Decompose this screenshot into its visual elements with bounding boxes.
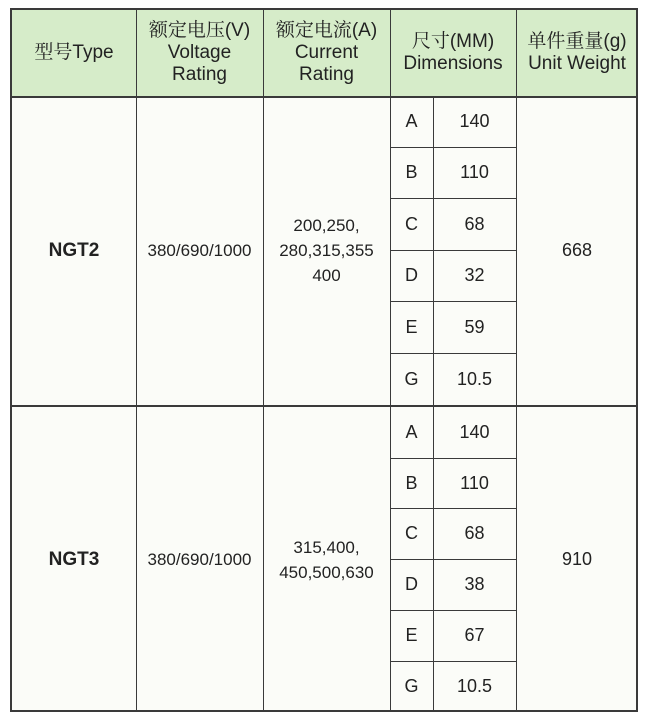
dimension-letter: D — [405, 265, 418, 285]
dimension-letter: B — [405, 162, 418, 182]
header-voltage — [136, 10, 263, 96]
row-ngt3-type: NGT3 — [48, 548, 100, 570]
dimension-letter: G — [404, 368, 419, 389]
row-ngt2-weight: 668 — [561, 240, 593, 260]
dimension-letter: C — [405, 213, 418, 234]
header-dimensions-en: Dimensions — [403, 53, 503, 74]
dimension-letter: D — [405, 574, 418, 594]
spec-table — [10, 8, 638, 712]
dimension-letter: B — [405, 472, 418, 493]
header-voltage-en2: Rating — [172, 64, 227, 85]
header-type-label: 型号Type — [34, 42, 114, 63]
dimension-value: 110 — [460, 162, 489, 182]
current-line: 280,315,355 — [279, 241, 374, 260]
current-line: 450,500,630 — [279, 562, 374, 582]
header-current-en1: Current — [294, 42, 359, 63]
current-line: 200,250, — [293, 216, 360, 235]
header-weight-en: Unit Weight — [528, 53, 626, 74]
row-ngt2-type: NGT2 — [48, 239, 100, 261]
dimension-letter: G — [404, 676, 419, 696]
row-ngt3-voltage: 380/690/1000 — [147, 549, 252, 569]
header-current — [263, 10, 390, 96]
dimension-value: 10.5 — [456, 368, 493, 389]
header-current-cn: 额定电流(A) — [275, 20, 378, 41]
dimension-value: 68 — [464, 523, 485, 543]
header-weight — [516, 10, 638, 96]
row-ngt3-weight: 910 — [561, 549, 593, 569]
dimension-value: 59 — [464, 316, 485, 337]
dimension-value: 110 — [460, 472, 489, 493]
current-line: 315,400, — [293, 537, 360, 557]
dimension-letter: C — [405, 523, 418, 543]
dimension-letter: A — [405, 422, 418, 442]
dimension-letter: E — [405, 625, 418, 645]
row-ngt2-current — [263, 96, 390, 405]
dimension-value: 10.5 — [456, 676, 493, 696]
header-dimensions — [390, 10, 516, 96]
dimension-letter: E — [405, 316, 418, 337]
dimension-value: 140 — [459, 111, 490, 131]
row-ngt3-current — [263, 407, 390, 712]
current-line: 400 — [312, 266, 341, 285]
header-type — [12, 10, 136, 96]
header-voltage-en1: Voltage — [167, 42, 232, 63]
header-weight-cn: 单件重量(g) — [527, 31, 627, 52]
header-current-en2: Rating — [299, 64, 354, 85]
dimension-value: 68 — [464, 213, 485, 234]
dimension-value: 32 — [464, 265, 485, 285]
dimension-value: 67 — [464, 625, 485, 645]
header-dimensions-cn: 尺寸(MM) — [411, 31, 495, 52]
dimension-value: 38 — [464, 574, 485, 594]
dimension-letter: A — [405, 111, 418, 131]
dimension-value: 140 — [459, 422, 490, 442]
row-ngt2-voltage: 380/690/1000 — [147, 240, 252, 260]
header-voltage-cn: 额定电压(V) — [148, 20, 251, 41]
